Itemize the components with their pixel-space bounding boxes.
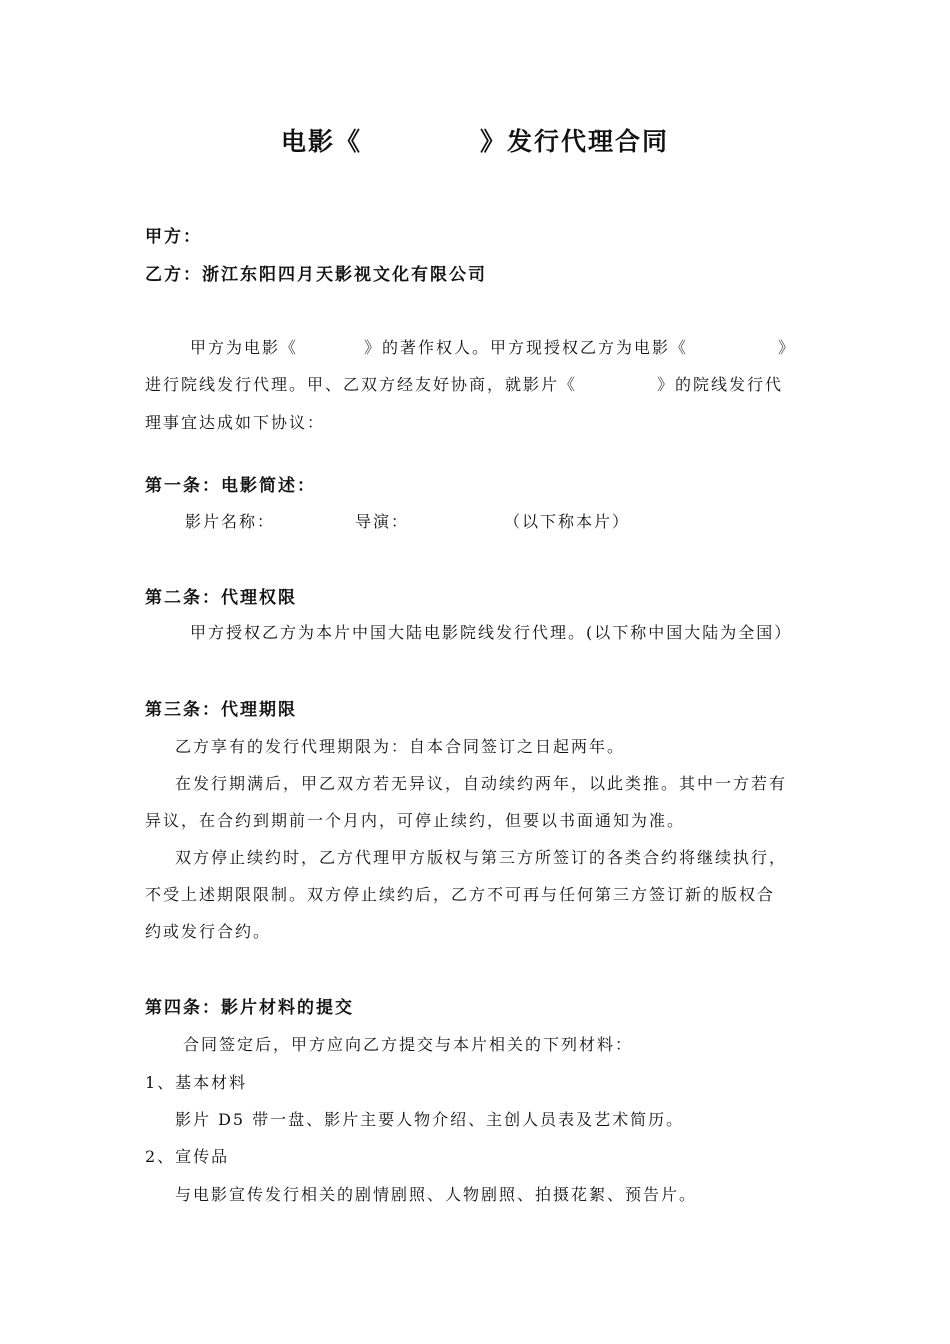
article3-p2-line2: 异议，在合约到期前一个月内，可停止续约，但要以书面通知为准。 [145, 811, 686, 830]
article4-item1-body: 影片 D5 带一盘、影片主要人物介绍、主创人员表及艺术简历。 [175, 1110, 685, 1129]
title-prefix: 电影《 [280, 127, 362, 156]
party-b: 乙方：浙江东阳四月天影视文化有限公司 [145, 265, 487, 285]
article2-heading: 第二条：代理权限 [145, 588, 297, 608]
intro-line-3: 理事宜达成如下协议： [145, 413, 326, 432]
article4-intro: 合同签定后，甲方应向乙方提交与本片相关的下列材料： [183, 1035, 634, 1054]
intro-line-1: 甲方为电影《 》的著作权人。甲方现授权乙方为电影《 》 [190, 338, 797, 357]
article3-p1: 乙方享有的发行代理期限为：自本合同签订之日起两年。 [175, 737, 626, 756]
title-suffix: 》发行代理合同 [480, 127, 670, 156]
article4-item1-title: 1、基本材料 [145, 1073, 248, 1092]
article3-p3-line2: 不受上述期限限制。双方停止续约后，乙方不可再与任何第三方签订新的版权合 [145, 885, 776, 904]
article3-p3-line1: 双方停止续约时，乙方代理甲方版权与第三方所签订的各类合约将继续执行， [175, 848, 788, 867]
article3-p3-line3: 约或发行合约。 [145, 922, 272, 941]
article2-body: 甲方授权乙方为本片中国大陆电影院线发行代理。(以下称中国大陆为全国） [190, 623, 793, 642]
article4-item2-title: 2、宣传品 [145, 1147, 230, 1166]
article1-film-info [185, 509, 630, 532]
film-note: （以下称本片） [504, 512, 631, 531]
intro-line-2: 进行院线发行代理。甲、乙双方经友好协商，就影片《 》的院线发行代 [145, 375, 784, 394]
film-name-label: 影片名称： [185, 512, 276, 531]
article4-heading: 第四条：影片材料的提交 [145, 998, 354, 1018]
party-a: 甲方： [145, 227, 202, 247]
article3-p2-line1: 在发行期满后，甲乙双方若无异议，自动续约两年，以此类推。其中一方若有 [175, 774, 788, 793]
document-title [0, 122, 950, 158]
article4-item2-body: 与电影宣传发行相关的剧情剧照、人物剧照、拍摄花絮、预告片。 [175, 1185, 698, 1204]
article1-heading: 第一条：电影简述： [145, 476, 316, 496]
director-label: 导演： [355, 512, 410, 531]
article3-heading: 第三条：代理期限 [145, 700, 297, 720]
